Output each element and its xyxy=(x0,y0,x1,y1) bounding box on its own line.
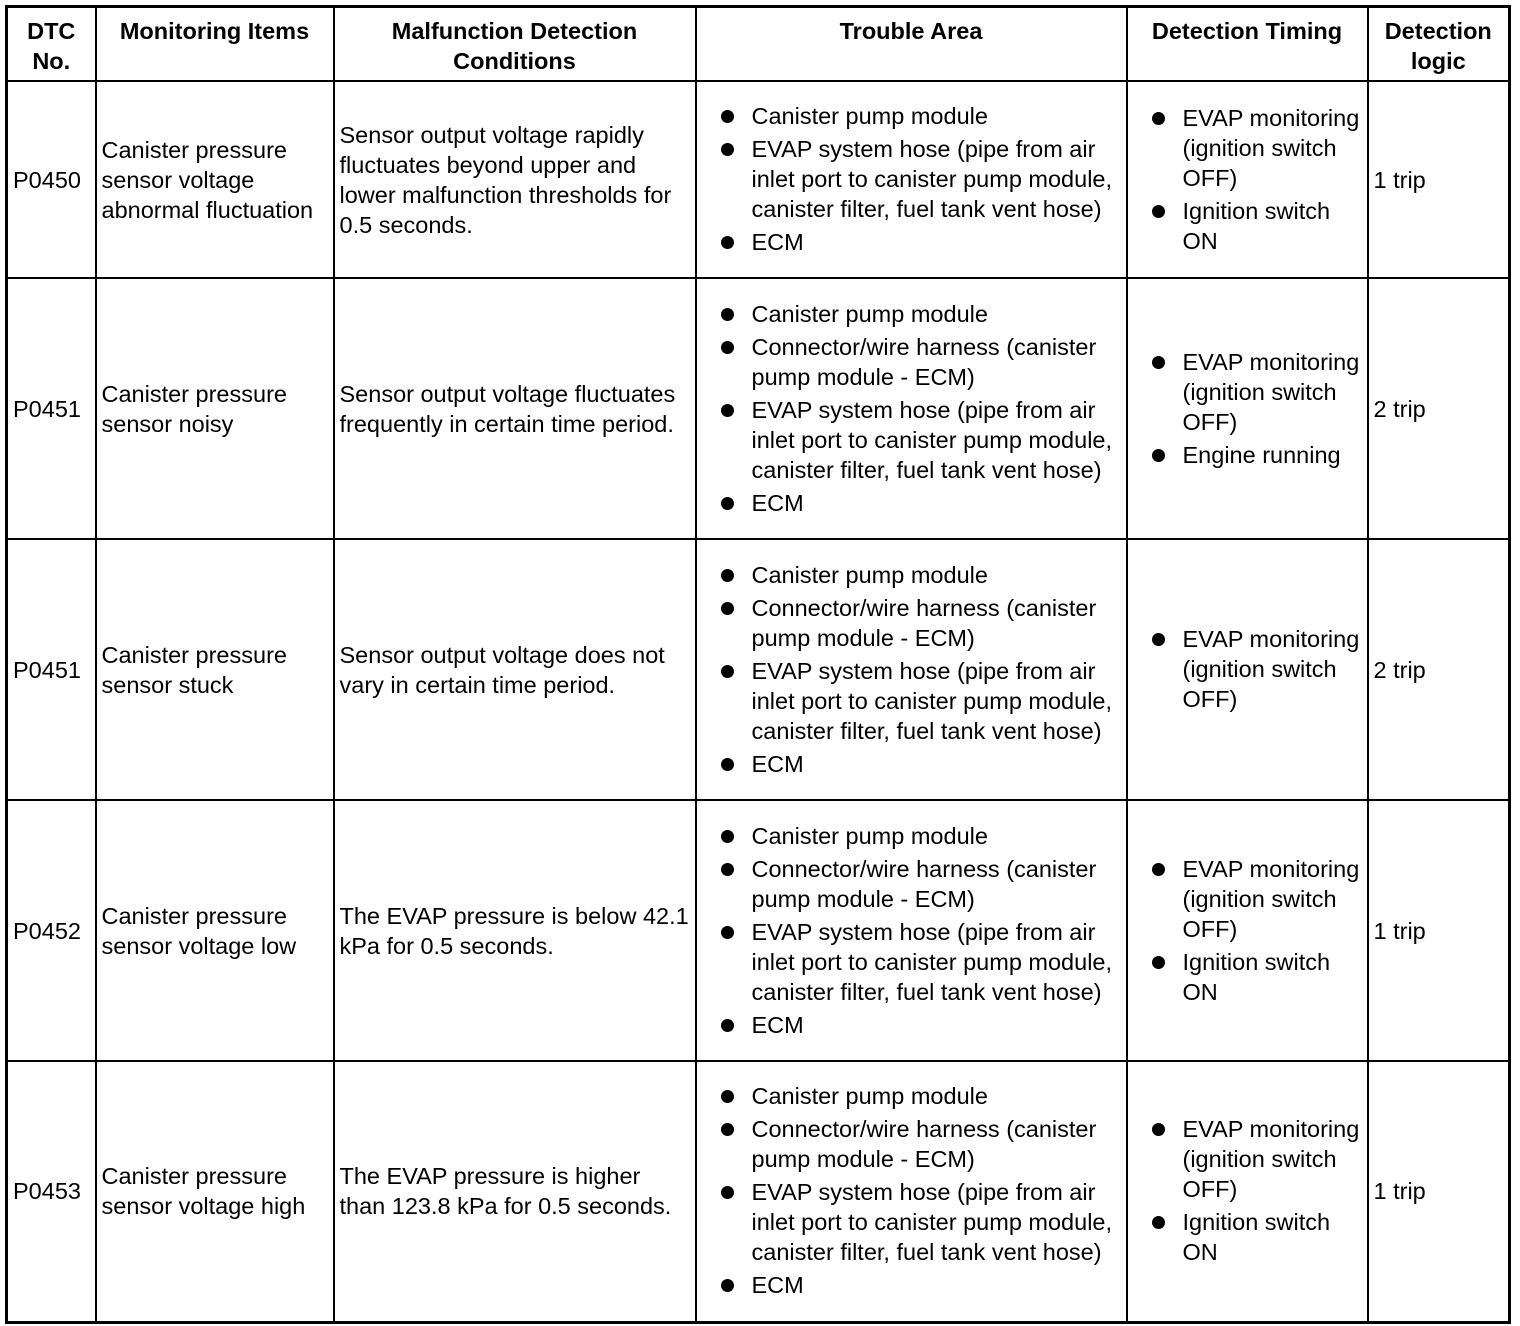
detection-timing-cell-list xyxy=(1133,347,1362,470)
trouble-area-cell xyxy=(696,539,1127,800)
list-item: Connector/wire harness (canister pump module - ECM) xyxy=(702,332,1121,392)
list-item: Canister pump module xyxy=(702,299,1121,329)
malfunction-condition-cell: The EVAP pressure is below 42.1 kPa for 0.5 seconds. xyxy=(334,800,696,1061)
dtc-table-page xyxy=(5,5,1508,1320)
header-dtc-no: DTC No. xyxy=(7,7,96,82)
malfunction-condition-cell: Sensor output voltage rapidly fluctuates beyond upper and lower malfunction thresholds for 0.5 seconds. xyxy=(334,81,696,278)
detection-timing-cell-list xyxy=(1133,624,1362,714)
table-row xyxy=(7,278,1510,539)
header-malfunction-conditions: Malfunction Detection Conditions xyxy=(334,7,696,82)
list-item: ECM xyxy=(702,1010,1121,1040)
table-row xyxy=(7,81,1510,278)
malfunction-condition-cell: Sensor output voltage does not vary in certain time period. xyxy=(334,539,696,800)
list-item: ECM xyxy=(702,1270,1121,1300)
list-item: EVAP monitoring (ignition switch OFF) xyxy=(1133,103,1362,193)
detection-logic-cell: 2 trip xyxy=(1368,278,1510,539)
list-item: EVAP system hose (pipe from air inlet port to canister pump module, canister filter, fuel tank vent hose) xyxy=(702,656,1121,746)
monitoring-item-cell: Canister pressure sensor noisy xyxy=(96,278,334,539)
list-item: Connector/wire harness (canister pump module - ECM) xyxy=(702,1114,1121,1174)
monitoring-item-cell: Canister pressure sensor voltage low xyxy=(96,800,334,1061)
dtc-code-cell: P0451 xyxy=(7,539,96,800)
detection-timing-cell xyxy=(1127,1061,1368,1322)
monitoring-item-cell: Canister pressure sensor voltage high xyxy=(96,1061,334,1322)
list-item: EVAP system hose (pipe from air inlet port to canister pump module, canister filter, fuel tank vent hose) xyxy=(702,917,1121,1007)
list-item: EVAP monitoring (ignition switch OFF) xyxy=(1133,854,1362,944)
list-item: Engine running xyxy=(1133,440,1362,470)
header-detection-logic: Detection logic xyxy=(1368,7,1510,82)
list-item: ECM xyxy=(702,227,1121,257)
trouble-area-cell xyxy=(696,800,1127,1061)
header-trouble-area: Trouble Area xyxy=(696,7,1127,82)
dtc-code-cell: P0450 xyxy=(7,81,96,278)
dtc-table xyxy=(5,5,1511,1324)
list-item: EVAP monitoring (ignition switch OFF) xyxy=(1133,1114,1362,1204)
trouble-area-cell-list xyxy=(702,560,1121,779)
list-item: ECM xyxy=(702,749,1121,779)
table-header-row xyxy=(7,7,1510,82)
detection-logic-cell: 1 trip xyxy=(1368,81,1510,278)
list-item: EVAP system hose (pipe from air inlet port to canister pump module, canister filter, fuel tank vent hose) xyxy=(702,1177,1121,1267)
list-item: ECM xyxy=(702,488,1121,518)
malfunction-condition-cell: Sensor output voltage fluctuates frequently in certain time period. xyxy=(334,278,696,539)
detection-logic-cell: 2 trip xyxy=(1368,539,1510,800)
table-body xyxy=(7,81,1510,1322)
detection-logic-cell: 1 trip xyxy=(1368,1061,1510,1322)
list-item: Ignition switch ON xyxy=(1133,1207,1362,1267)
detection-timing-cell-list xyxy=(1133,103,1362,256)
dtc-code-cell: P0453 xyxy=(7,1061,96,1322)
monitoring-item-cell: Canister pressure sensor voltage abnormal fluctuation xyxy=(96,81,334,278)
detection-timing-cell xyxy=(1127,800,1368,1061)
list-item: Canister pump module xyxy=(702,101,1121,131)
detection-timing-cell xyxy=(1127,278,1368,539)
trouble-area-cell xyxy=(696,1061,1127,1322)
list-item: EVAP monitoring (ignition switch OFF) xyxy=(1133,624,1362,714)
list-item: Canister pump module xyxy=(702,560,1121,590)
table-row xyxy=(7,539,1510,800)
trouble-area-cell-list xyxy=(702,821,1121,1040)
detection-timing-cell xyxy=(1127,81,1368,278)
list-item: Connector/wire harness (canister pump module - ECM) xyxy=(702,593,1121,653)
header-monitoring-items: Monitoring Items xyxy=(96,7,334,82)
list-item: Canister pump module xyxy=(702,1081,1121,1111)
monitoring-item-cell: Canister pressure sensor stuck xyxy=(96,539,334,800)
list-item: Connector/wire harness (canister pump module - ECM) xyxy=(702,854,1121,914)
detection-timing-cell-list xyxy=(1133,854,1362,1007)
trouble-area-cell xyxy=(696,81,1127,278)
list-item: Canister pump module xyxy=(702,821,1121,851)
dtc-code-cell: P0452 xyxy=(7,800,96,1061)
list-item: EVAP monitoring (ignition switch OFF) xyxy=(1133,347,1362,437)
table-row xyxy=(7,800,1510,1061)
table-row xyxy=(7,1061,1510,1322)
trouble-area-cell-list xyxy=(702,299,1121,518)
list-item: EVAP system hose (pipe from air inlet port to canister pump module, canister filter, fuel tank vent hose) xyxy=(702,395,1121,485)
header-detection-timing: Detection Timing xyxy=(1127,7,1368,82)
list-item: EVAP system hose (pipe from air inlet port to canister pump module, canister filter, fuel tank vent hose) xyxy=(702,134,1121,224)
trouble-area-cell-list xyxy=(702,1081,1121,1300)
trouble-area-cell xyxy=(696,278,1127,539)
trouble-area-cell-list xyxy=(702,101,1121,257)
detection-timing-cell-list xyxy=(1133,1114,1362,1267)
list-item: Ignition switch ON xyxy=(1133,947,1362,1007)
dtc-code-cell: P0451 xyxy=(7,278,96,539)
malfunction-condition-cell: The EVAP pressure is higher than 123.8 kPa for 0.5 seconds. xyxy=(334,1061,696,1322)
detection-timing-cell xyxy=(1127,539,1368,800)
list-item: Ignition switch ON xyxy=(1133,196,1362,256)
detection-logic-cell: 1 trip xyxy=(1368,800,1510,1061)
